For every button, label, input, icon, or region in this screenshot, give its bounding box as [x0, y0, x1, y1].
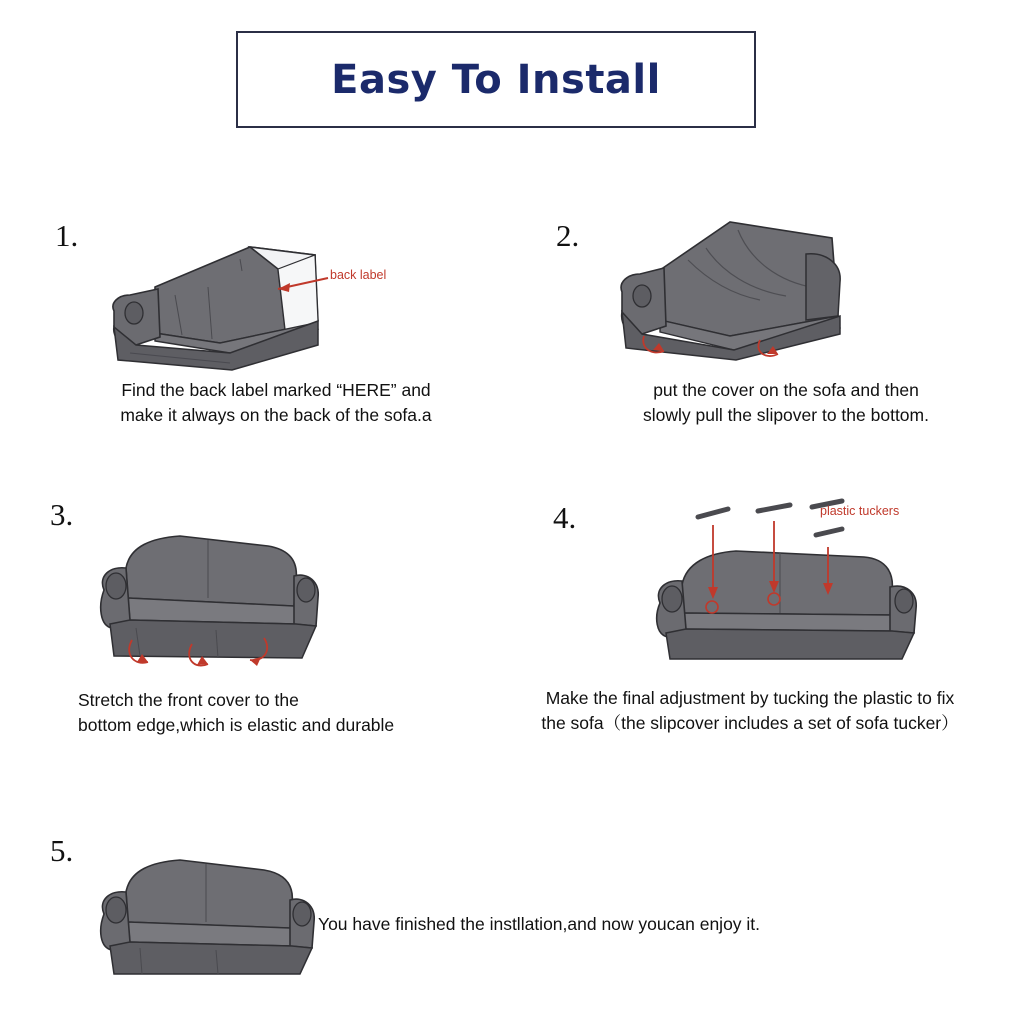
step-4-caption-line-2: the sofa（the slipcover includes a set of sofa tucker）	[541, 713, 959, 733]
step-1-annotation: back label	[330, 268, 387, 282]
step-2-caption-line-2: slowly pull the slipover to the bottom.	[643, 405, 929, 425]
title-box	[236, 31, 756, 128]
step-1-caption-line-2: make it always on the back of the sofa.a	[120, 405, 432, 425]
step-5-illustration	[96, 848, 316, 978]
step-5-caption-line-1: You have finished the instllation,and now youcan enjoy it.	[318, 914, 761, 934]
step-4-annotation: plastic tuckers	[820, 504, 900, 518]
step-2-number: 2.	[556, 218, 580, 253]
sofa-cover-draped-svg	[610, 208, 860, 368]
page-title: Easy To Install	[331, 56, 661, 103]
step-5-number: 5.	[50, 833, 74, 868]
step-4-illustration	[650, 495, 940, 665]
step-3-number: 3.	[50, 497, 74, 532]
step-2-caption-line-1: put the cover on the sofa and then	[653, 380, 919, 400]
step-4-caption	[495, 686, 1005, 736]
step-3-caption-line-1: Stretch the front cover to the	[78, 690, 299, 710]
step-2-caption	[576, 378, 996, 428]
sofa-with-back-label-svg	[100, 225, 420, 370]
step-3-illustration	[96, 520, 326, 670]
sofa-front-stretch-svg	[96, 520, 326, 670]
step-4-number: 4.	[553, 500, 577, 535]
step-1-illustration	[100, 225, 420, 370]
step-1-number: 1.	[55, 218, 79, 253]
sofa-with-tuckers-svg	[650, 495, 940, 665]
step-1-caption	[66, 378, 486, 428]
step-3-caption-line-2: bottom edge,which is elastic and durable	[78, 715, 395, 735]
step-5-caption	[318, 912, 878, 937]
step-2-illustration	[610, 208, 860, 368]
step-3-caption	[78, 688, 508, 738]
step-1-caption-line-1: Find the back label marked “HERE” and	[121, 380, 431, 400]
step-4-caption-line-1: Make the final adjustment by tucking the plastic to fix	[545, 688, 955, 708]
sofa-finished-svg	[96, 848, 316, 978]
